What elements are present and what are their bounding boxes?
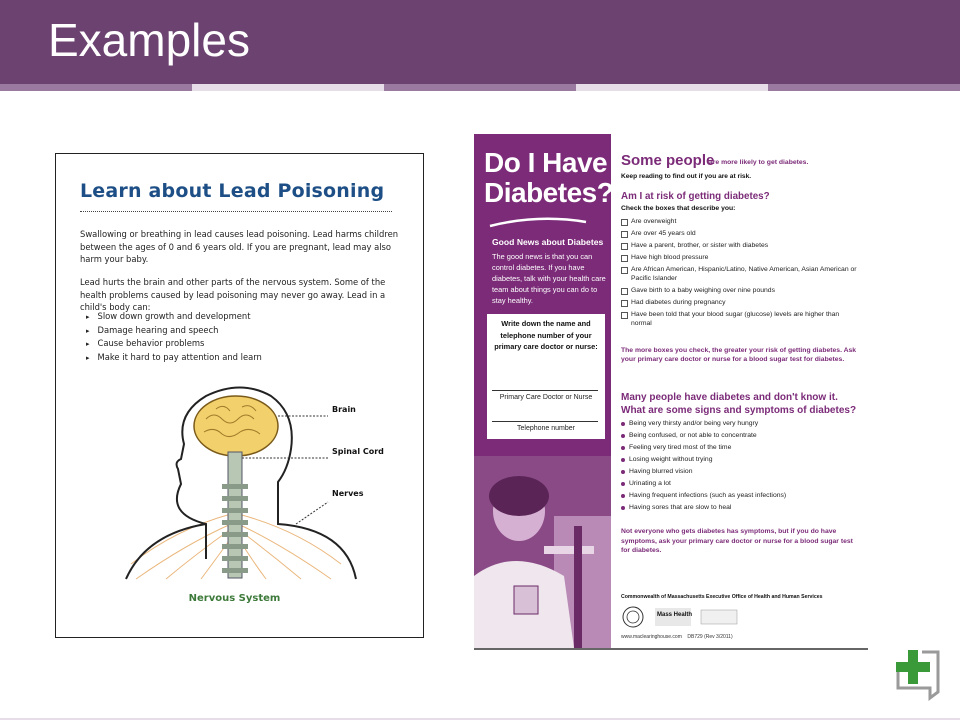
input-line	[492, 390, 598, 391]
health-plus-logo-icon	[892, 648, 942, 702]
risk-checklist	[621, 216, 861, 330]
good-news-heading: Good News about Diabetes	[492, 237, 604, 247]
keep-reading-text: Keep reading to find out if you are at risk.	[621, 173, 752, 180]
footer-organization: Commonwealth of Massachusetts Executive Office of Health and Human Services	[621, 594, 823, 600]
write-down-prompt: Write down the name and telephone number of your primary care doctor or nurse:	[494, 319, 598, 351]
checklist-item: Gave birth to a baby weighing over nine pounds	[621, 285, 861, 297]
brochure-content	[621, 134, 863, 648]
list-item: ▸ Cause behavior problems	[100, 337, 262, 351]
checklist-item: Are African American, Hispanic/Latino, Native American, Asian American or Pacific Islander	[621, 264, 861, 285]
diabetes-brochure	[474, 134, 868, 650]
checklist-item: Have been told that your blood sugar (glucose) levels are higher than normal	[621, 309, 861, 330]
contact-form-box	[487, 314, 605, 439]
effects-list	[97, 310, 262, 364]
more-boxes-text: The more boxes you check, the greater your risk of getting diabetes. Ask your primary care doctor or nurse for a blood sugar test for diabetes.	[621, 347, 857, 363]
symptoms-list	[621, 418, 861, 514]
slide-title: Examples	[48, 14, 250, 66]
label-brain: Brain	[332, 405, 356, 414]
list-item: Being confused, or not able to concentrate	[621, 430, 861, 442]
list-item: ▸ Slow down growth and development	[100, 310, 262, 324]
handout-title: Learn about Lead Poisoning	[80, 180, 385, 202]
list-item: Losing weight without trying	[621, 454, 861, 466]
risk-subheading: Check the boxes that describe you:	[621, 205, 736, 212]
lead-poisoning-handout	[55, 153, 424, 638]
brochure-headline: Do I Have Diabetes?	[484, 147, 614, 208]
checklist-item: Had diabetes during pregnancy	[621, 297, 861, 309]
masshealth-logo: Mass Health	[657, 612, 693, 618]
good-news-text: The good news is that you can control diabetes. If you have diabetes, talk with your health care team about things you can do to stay healthy.	[492, 252, 606, 305]
partner-logos	[621, 602, 861, 632]
list-item: Being very thirsty and/or being very hungry	[621, 418, 861, 430]
list-item: Having sores that are slow to heal	[621, 502, 861, 514]
footer-url	[621, 634, 733, 640]
woman-on-scale-photo	[474, 456, 611, 648]
footer-code: DB729 (Rev 3/2011)	[687, 634, 733, 640]
list-item: Urinating a lot	[621, 478, 861, 490]
handout-paragraph: Swallowing or breathing in lead causes lead poisoning. Lead harms children between the ages of 0 and 6 years old. If you are pregnant, lead may also harm your baby.	[80, 229, 399, 264]
some-people-rest: are more likely to get diabetes.	[709, 159, 809, 166]
label-nerves: Nerves	[332, 489, 364, 498]
some-people-heading: Some people	[621, 152, 715, 169]
illustration-caption: Nervous System	[188, 593, 281, 604]
nervous-system-illustration	[56, 374, 423, 584]
list-item: Having blurred vision	[621, 466, 861, 478]
list-item: Having frequent infections (such as yeast infections)	[621, 490, 861, 502]
risk-heading: Am I at risk of getting diabetes?	[621, 191, 770, 202]
signs-heading: Many people have diabetes and don't know it. What are some signs and symptoms of diabetes?	[621, 392, 857, 416]
list-item: ▸ Make it hard to pay attention and learn	[100, 351, 262, 365]
checklist-item: Are overweight	[621, 216, 861, 228]
handout-paragraph: Lead hurts the brain and other parts of the nervous system. Some of the health problems caused by lead poisoning may never go away. Lead in a child's body can:	[80, 277, 386, 312]
swoosh-decoration	[488, 216, 588, 228]
list-item: ▸ Damage hearing and speech	[100, 324, 262, 338]
field-label: Primary Care Doctor or Nurse	[499, 394, 593, 401]
input-line	[492, 421, 598, 422]
slide-header	[0, 0, 960, 84]
footer-url-text: www.maclearinghouse.com	[621, 634, 682, 640]
label-spinal-cord: Spinal Cord	[332, 447, 384, 456]
header-stripe	[0, 84, 960, 91]
field-label: Telephone number	[517, 425, 575, 432]
dotted-divider	[80, 211, 392, 212]
brochure-purple-panel	[474, 134, 614, 648]
list-item: Feeling very tired most of the time	[621, 442, 861, 454]
checklist-item: Have a parent, brother, or sister with diabetes	[621, 240, 861, 252]
checklist-item: Have high blood pressure	[621, 252, 861, 264]
not-everyone-text: Not everyone who gets diabetes has symptoms, but if you do have symptoms, ask your primary care doctor or nurse for a blood sugar test for diabetes.	[621, 528, 853, 554]
checklist-item: Are over 45 years old	[621, 228, 861, 240]
